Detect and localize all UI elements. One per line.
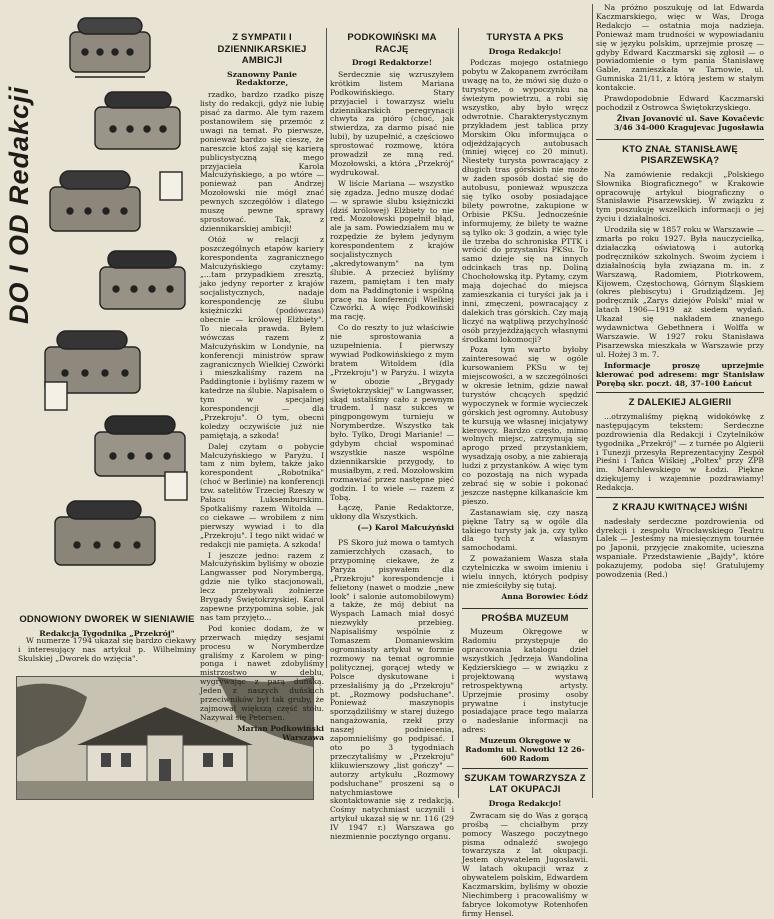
article-podkowinski bbox=[330, 30, 454, 842]
divider bbox=[596, 392, 764, 393]
article-dworek-body bbox=[18, 637, 196, 675]
paragraph: Na próżno poszukuję od lat Edwarda Kaczmarskiego, więc w Was, Droga Redakcjo — ostatnia moja nadzieja. Ponieważ mam trudności w wypowiadaniu się w języku polskim, uprzejmie proszę — gdyby Edward Kaczmarski się zgłosił — o powiadomienie o tym pania Stanisławę Gable, zamieszkała w Tarnowie, ul. Gumniska 21/11, z którą jestem w stałym kontakcie. bbox=[596, 3, 764, 93]
paragraph: Z poważaniem Wasza stała czytelniczka w swoim imieniu i wielu innych, których podpisy nie zmieściłyby się tutaj. bbox=[462, 554, 588, 590]
paragraph: Łączę, Panie Redaktorze, ukłony dla Wszystkich. bbox=[330, 503, 454, 522]
article-title: PODKOWIŃSKI MA RACJĘ bbox=[347, 32, 437, 55]
article-title: SZUKAM TOWARZYSZA Z LAT OKUPACJI bbox=[464, 772, 586, 796]
article-greeting: Droga Redakcjo! bbox=[488, 46, 562, 56]
divider bbox=[462, 768, 588, 769]
article-turysta bbox=[462, 30, 588, 918]
article-greeting: Droga Redakcjo! bbox=[488, 798, 562, 808]
divider bbox=[462, 608, 588, 609]
article-greeting: Szanowny Panie Redaktorze, bbox=[227, 69, 297, 88]
article-title: ODNOWIONY DWOREK W SIENIAWIE bbox=[19, 614, 195, 625]
column-divider bbox=[458, 28, 459, 798]
address: Muzeum Okręgowe w Radomiu ul. Nowotki 12 26-600 Radom bbox=[465, 736, 585, 763]
column-divider bbox=[326, 28, 327, 668]
paragraph: W liście Mariana — wszystko się zgadza. Jedno muszę dodać — w sprawie ślubu księżniczki (dziś królowej) Elżbiety to nie red. Mozołowski popełnił błąd, ale ja sam. Powiedziałem mu w rozpędzie że byłem jedynym korespondentem z krajów socjalistycznych „akredytowanym" na tym ślubie. A przecież byliśmy razem, pamiętam i ten mały dom na Paddingtonie i wspólną pracę na konferencji Wielkiej Czwórki. A więc Podkowiński ma rację. bbox=[330, 178, 454, 322]
paragraph: W numerze 1794 ukazał się bardzo ciekawy i interesujący nas artykuł p. Wilhelminy Skulskiej „Dworek do wzięcia". bbox=[18, 636, 196, 663]
paragraph: Co do reszty to już właściwie nie sprostowania a uzupełnienia. I pierwszy wywiad Podkowińskiego z mym bratem Witoldem (dla „Przekroju") w Paryżu. I wizyta w obozie „Brygady Świętokrzyskiej" w Langwasser, skąd ustaliśmy cało z pewnym trudem. I nasz sukces w pingpongowym turnieju w Norymberdze. Wszystko tak było. Tylko, Drogi Marianie! — gdybym chciał wspominać wszystkie nasze wspólne dziennikarskie przygody, to musiałbym, z red. Mozołowskim rozmawiać przez następne pięć godzin. I to wiele — razem z Tobą. bbox=[330, 323, 454, 502]
paragraph: Dalej czytam o pobycie Małcużyńskiego w Paryżu. I tam z nim byłem, także jako korespondent „Robotnika" (choć w Berlinie) na konferencji tzw. satelitów Trzeciej Rzeszy w Pałacu Luksemburskim. Spotkaliśmy razem Witolda — co ciekawe — wrobiłem z nim pierwszy wywiad i to dla „Przekroju". I tego nikt widać w redakcji nie pamięta. A szkoda! bbox=[200, 441, 324, 549]
paragraph: PS Skoro już mowa o tamtych zamierzchłych czasach, to przypominę ciekawe, że z Paryża pisywałem dla „Przekroju" korespondencje i felietony (nawet o modzie „new look" i salonie automobilowym) a także, że mój debiut na Wyspach Lamach miał dosyć niezwykły przebieg. Napisaliśmy wspólnie z Tomaszem Domaniewskim ogromniasty artykuł w formie rozmowy na temat ogromnie politycznej, gorącej wtedy w Polsce dyskutowane i przesłaliśmy ją do „Przekroju" pt. „Rozmowy podsłuchane". Ponieważ maszynopis sporządziliśmy w starej dużego nangażowania, rzekł przy naszej podniecenia, zapomnieliśmy go podpisać. I oto po 3 tygodniach przeczytaliśmy w „Przekroju" klikuwierszowy „list gończy" — autorzy artykułu „Rozmowy podsłuchane" proszeni są o natychmiastowe skontaktowanie się z redakcją. Cośmy natychmiast uczynili i artykuł ukazał się w nr. 116 (29 IV 1947 r.) Warszawa go niezmiennie pocztyngo organu. bbox=[330, 538, 454, 842]
article-sympatii bbox=[200, 30, 324, 742]
article-title: PROŚBA MUZEUM bbox=[481, 612, 569, 624]
paragraph: Muzeum Okręgowe w Radomiu przystępuje do opracowania katalogu dzieł wszystkich Jędrzeja Wandolina Kędzierskiego — w związku z projektowaną wystawą retrospektywną artysty. Uprzejmie prosimy osoby prywatne i instytucje posiadające prace tego malarza o nadesłanie informacji na adres: bbox=[462, 627, 588, 735]
paragraph: Prawdopodobnie Edward Kaczmarski pochodził z Ostrowca Świętokrzyskiego. bbox=[596, 94, 764, 112]
article-greeting: Redakcja Tygodnika „Przekrój" bbox=[39, 628, 175, 638]
divider bbox=[596, 139, 764, 140]
paragraph: Pod koniec dodam, że w przerwach między sesjami procesu w Norymberdze graliśmy z Karolem w ping-ponga i nawet zdobyliśmy mistrzostwo w deblu, wygrywając z parą duńską. Jeden z naszych duńskich przeciwników był tak gruby, że zajmował większą część stołu. Nazywał się Petersen. bbox=[200, 623, 324, 722]
article-title: Z DALEKIEJ ALGIERII bbox=[628, 397, 732, 409]
paragraph: Zwracam się do Was z gorącą prośbą — chciałbym przy pomocy Waszego poczytnego pisma odnaleźć swojego towarzysza z lat okupacji. Jestem obywatelem Jugosławii. W latach okupacji wraz z obywatelem polskim, Edwardem Kaczmarskim, byliśmy w obozie Niechimberg i pracowaliśmy w fabryce lokomotyw Rotenhofen firmy Hensel. bbox=[462, 810, 588, 918]
article-title: Z SYMPATII I DZIENNIKARSKIEJ AMBICJI bbox=[217, 32, 307, 66]
article-greeting: Drogi Redaktorze! bbox=[351, 58, 433, 67]
paragraph: Serdecznie się wzruszyłem krótkim listem Mariana Podkowińskiego. Stary przyjaciel i towarzysz wielu dziennikarskich peregrynacji chwyta za pióro (choć, jak stwierdza, za darmo pisać nie lubi), by uzupełnić, a częściowo sprostować rozmowę, która prowadził ze mną red. Mozołowski, a która „Przekrój" wydrukował. bbox=[330, 69, 454, 177]
article-title: TURYSTA A PKS bbox=[486, 32, 564, 43]
paragraph: Urodziła się w 1857 roku w Warszawie — zmarła po roku 1927. Była nauczycielką, działaczką oświatową i autorką podręczników szkolnych. Swoim życiem i działalnością była związana m. in. z Warszawą, Radomiem, Piotrkowem, Kijowem, Częstochową, Górnym Śląskiem (okres plebiscytu) i Grudziądzem. Jej podręcznik „Zarys dziejów Polski" miał w latach 1906—1919 aż siedem wydań. Ukazał się nakładem znanego wydawnictwa Gebethnera i Wolffa w Warszawie. W 1927 roku Stanisława Pisarzewska mieszkała w Warszawie przy ul. Hożej 3 m. 7. bbox=[596, 225, 764, 359]
article-title: KTO ZNAŁ STANISŁAWĘ PISARZEWSKĄ? bbox=[622, 143, 738, 167]
paragraph: ...otrzymaliśmy piękną widokówkę z następującym tekstem: Serdeczne pozdrowienia dla Redakcji i Czytelników tygodnika „Przekrój" — z turnée po Algierii i Tunezji przesyła Reprezentacyjny Zespół Pieśni i Tańca Wiśkiej „Poltex" przy ZPB im. Marchlewskiego w Łodzi. Piękne dziękujemy i wzajemnie pozdrawiamy! Redakcja. bbox=[596, 411, 764, 493]
column-divider bbox=[592, 4, 593, 798]
paragraph: Informacje proszę uprzejmie kierować pod adresem: mgr Stanisław Porębą skr. poczt. 48, 37-100 Łańcut bbox=[596, 360, 764, 388]
typewriters-illustration bbox=[40, 2, 195, 607]
signature: Anna Borowiec Łódź bbox=[501, 591, 588, 601]
signature: Živan Jovanović ul. Save Kovačevic 3/46 34-000 Kragujevac Jugosławia bbox=[614, 113, 764, 132]
article-column-right bbox=[596, 4, 764, 798]
article-title: Z KRAJU KWITNĄCEJ WIŚNI bbox=[612, 502, 748, 514]
paragraph: I jeszcze jedno: razem z Małcużyńskim byliśmy w obozie Langwasser pod Norymbergą, gdzie nie tylko stacjonowali, lecz przebywali żołnierze Brygady Świętokrzyskiej. Karol zapewne przypomina sobie, jak nas tam przyjęto... bbox=[200, 550, 324, 622]
signature: Marian Podkowiński Warszawa bbox=[237, 723, 324, 742]
paragraph: Podczas mojego ostatniego pobytu w Zakopanem zwróciłam uwagę na to, że mówi się dużo o turystyce, o wypoczynku na świeżym powietrzu, a robi się wszystko, aby było wręcz odwrotnie. Charakterystycznym przykładem jest tablica przy Morskim Oku informująca o odjeżdżających autobusach (mniej więcej co 20 minut). Niestety turysta powracający z długich tras górskich nie może w żaden sposób dostać się do autobusu, ponieważ wpuszcza się tylko osoby posiadające bilety powrotne, zakupione w Orbisie PKSu. Jednocześnie informujemy, że bilety te ważne są tylko ok: 3 godzin, a więc tyle ile trzeba do schroniska PTTK i wrócić do przystanku PKSu. To samo dzieje się na innych odcinkach tras np. Doliną Chochołowską itp. Pytamy, czym mają dojechać do miejsca zamieszkania ci turyści jak ja i inni, zmęczeni, powracający z dalekich tras górskich. Czy mają liczyć na wątpliwą przychylność osób przyjeżdżających własnymi środkami lokomocji? bbox=[462, 58, 588, 344]
divider bbox=[596, 497, 764, 498]
signature: (—) Karol Małcużyński bbox=[357, 523, 454, 533]
section-title: DO I OD Redakcji bbox=[4, 85, 34, 324]
paragraph: Na zamówienie redakcji „Polskiego Słownika Biograficznego" w Krakowie opracowuję artykuł biograficzny o Stanisławie Pisarzewskiej. W związku z tym poszukuję wszelkich informacji o jej życiu i działalności. bbox=[596, 169, 764, 224]
paragraph: nadesłały serdeczne pozdrowienia od dyrekcji i zespołu Wrocławskiego Teatru Lalek — Jesteśmy na miesięcznym tournée po Japonii, przyjęcie znakomite, ucieszna wspaniałe. Przedstawienie „Bajdy", które pokazujemy, podoba się! Gratulujemy powodzenia (Red.) bbox=[596, 516, 764, 580]
paragraph: Poza tym warto byłoby zainteresować się w ogóle kursowaniem PKSu w tej miejscowości, a w szczególności w okresie letnim, gdzie nawał turystów chcących spędzić wypoczynek w formie wycieczek górskich jest ogromny. Autobusy te kursują we własnej inicjatywy kierowcy. Bardzo często, mimo wolnych miejsc, zatrzymują się aprogo przed przystankiem, wysadzają osoby, a nie zabierają ludzi z przystanków. A więc tym co pozostają na nich wypada zebrać się w sobie i pokonać jeszcze następne kilkanaście km pieszo. bbox=[462, 345, 588, 506]
paragraph: Zastanawiam się, czy naszą piękne Tatry są w ogóle dla takiego turysty jak ja, czy tylko dla tych z własnym samochodami. bbox=[462, 507, 588, 553]
paragraph: Otóż w relacji z poszczególnych etapów kariery korespondenta zagranicznego Małcużyńskiego czytamy: „...tam przypadkiem zresztą, jako jedyny reporter z krajów socjalistycznych, nadaje korespondencję ze ślubu księżniczki (podówczas) obecnie — królowej Elżbiety". To niecała prawda. Byłem wówczas razem z Małcużyńskim w Londynie, na konferencji ministrów spraw zagranicznych Wielkiej Czwórki i mieszkaliśmy razem na Paddingtonie i byliśmy razem w katedrze na ślubie. Napisałem o tym w specjalnej korespondencji — dla „Przekroju". O tym, obecni koledzy oczywiście już nie pamiętają, a szkoda! bbox=[200, 234, 324, 440]
paragraph: rzadko, bardzo rzadko piszę listy do redakcji, gdyż nie lubię pisać za darmo. Ale tym razem postanowiłem się przemóc z uwagi na temat. Po pierwsze, ponieważ bardzo się cieszę, że nareszcie ktoś zajął się karierą publicystyczną mego przyjaciela Karola Małcużyńskiego, a po wtóre — ponieważ pan Andrzej Mozołowski nie mógł znać pewnych szczegółów i dlatego muszę pewne sprawy sprostować. Tak, z dziennikarskiej ambicji! bbox=[200, 90, 324, 233]
